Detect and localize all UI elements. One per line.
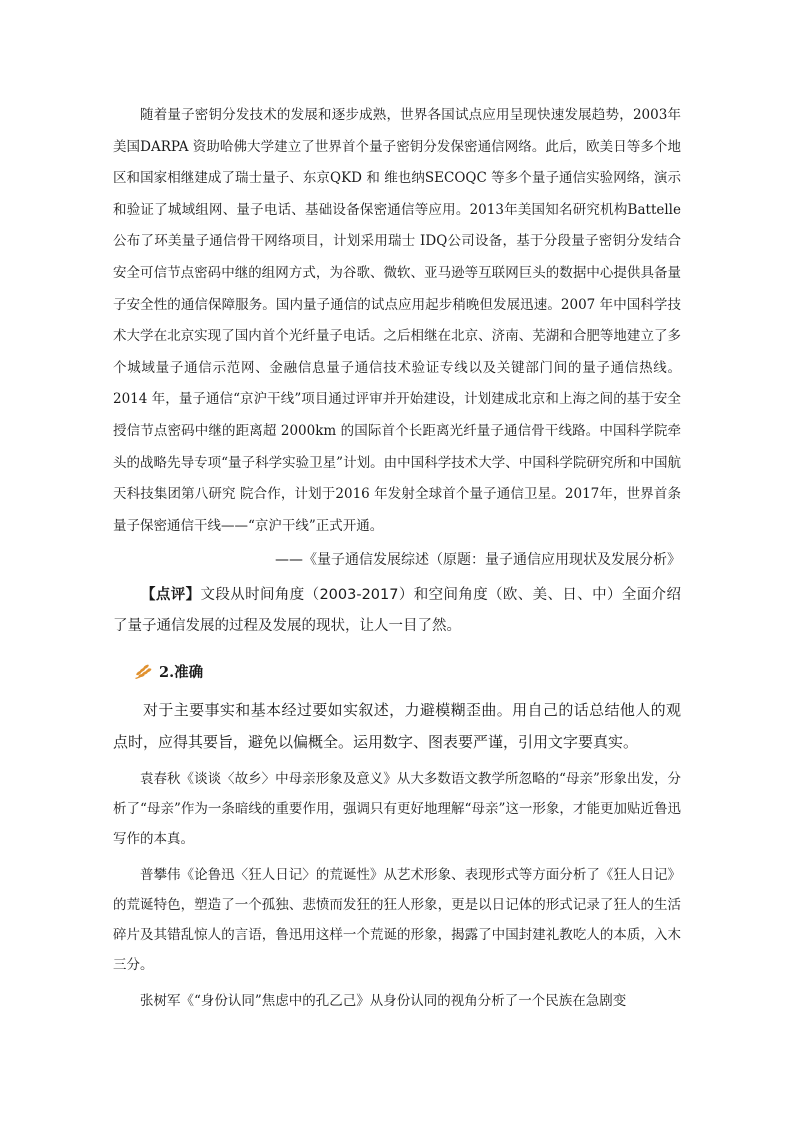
example-paragraph-1: 袁春秋《谈谈〈故乡〉中母亲形象及意义》从大多数语文教学所忽略的“母亲”形象出发，分析了“母亲”作为一条暗线的重要作用，强调只有更好地理解“母亲”这一形象，才能更加贴近鲁迅写作的本真。: [113, 771, 681, 848]
comment-paragraph: [113, 580, 681, 642]
passage-quantum-communication: 随着量子密钥分发技术的发展和逐步成熟，世界各国试点应用呈现快速发展趋势，2003年美国DARPA 资助哈佛大学建立了世界首个量子密钥分发保密通信网络。此后，欧美日等多个地区和国家相继建成了瑞士量子、东京QKD 和 维也纳SECOQC 等多个量子通信实验网络，演示和验证了城域组网、量子电话、基础设备保密通信等应用。2013年美国知名研究机构Battelle公布了环美量子通信骨干网络项目，计划采用瑞士 IDQ公司设备，基于分段量子密钥分发结合安全可信节点密码中继的组网方式，为谷歌、微软、亚马逊等互联网巨头的数据中心提供具备量子安全性的通信保障服务。国内量子通信的试点应用起步稍晚但发展迅速。2007 年中国科学技术大学在北京实现了国内首个光纤量子电话。之后相继在北京、济南、芜湖和合肥等地建立了多个城域量子通信示范网、金融信息量子通信技术验证专线以及关键部门间的量子通信热线。2014 年，量子通信“京沪干线”项目通过评审并开始建设，计划建成北京和上海之间的基于安全授信节点密码中继的距离超 2000km 的国际首个长距离光纤量子通信骨干线路。中国科学院牵头的战略先导专项“量子科学实验卫星”计划。由中国科学技术大学、中国科学院研究所和中国航天科技集团第八研究 院合作，计划于2016 年发射全球首个量子通信卫星。2017年，世界首条量子保密通信干线——“京沪干线”正式开通。: [113, 107, 681, 534]
example-paragraph-2: 普攀伟《论鲁迅〈狂人日记〉的荒诞性》从艺术形象、表现形式等方面分析了《狂人日记》的荒诞特色，塑造了一个孤独、悲愤而发狂的狂人形象，更是以日记体的形式记录了狂人的生活碎片及其错乱惊人的言语，鲁迅用这样一个荒诞的形象，揭露了中国封建礼教吃人的本质，入木三分。: [113, 867, 681, 974]
comment-tag: 【点评】: [141, 587, 201, 604]
example-paragraph-3: 张树军《“身份认同”焦虑中的孔乙己》从身份认同的视角分析了一个民族在急剧变: [140, 993, 627, 1010]
section-title: 2.准确: [159, 663, 204, 681]
section-heading: [133, 656, 681, 686]
wheat-icon: [133, 662, 153, 680]
requirement-paragraph: 对于主要事实和基本经过要如实叙述，力避模糊歪曲。用自己的话总结他人的观点时，应得其要旨，避免以偏概全。运用数字、图表要严谨，引用文字要真实。: [113, 701, 681, 752]
comment-text: 文段从时间角度（2003-2017）和空间角度（欧、美、日、中）全面介绍了量子通信发展的过程及发展的现状，让人一目了然。: [113, 587, 681, 635]
source-citation: ——《量子通信发展综述（原题：量子通信应用现状及发展分析》: [275, 552, 681, 569]
